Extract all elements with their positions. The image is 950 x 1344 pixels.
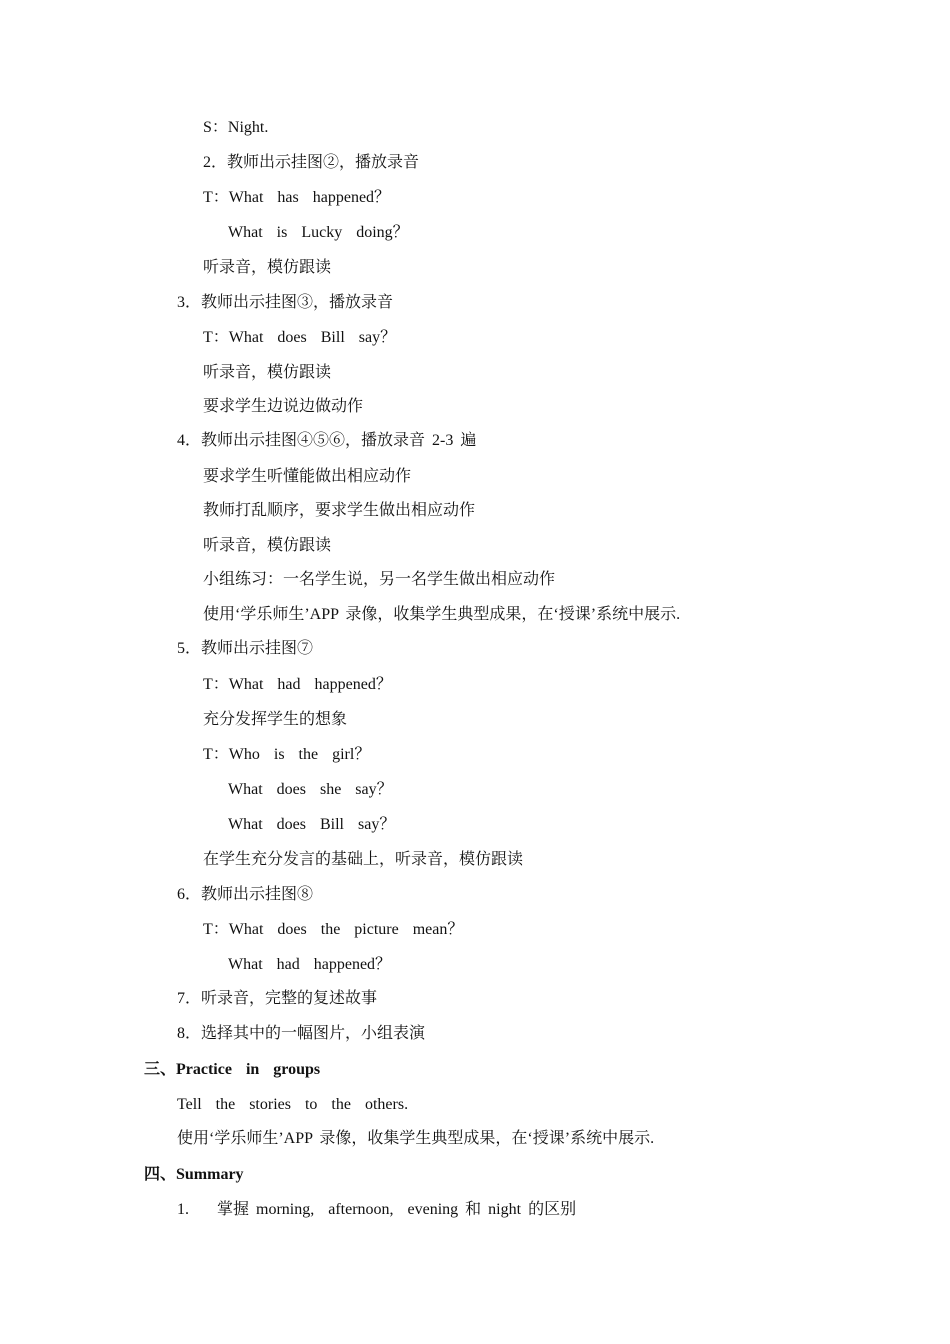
text-line: 3．教师出示挂图③，播放录音 — [177, 294, 394, 311]
text-line: 充分发挥学生的想象 — [203, 711, 348, 728]
text-line: 听录音，模仿跟读 — [203, 259, 332, 276]
text-line: 使用‘学乐师生’APP 录像，收集学生典型成果，在‘授课’系统中展示. — [203, 606, 681, 623]
section-heading: 三、Practice in groups — [144, 1061, 321, 1078]
text-line: 听录音，模仿跟读 — [203, 537, 332, 554]
text-line: 听录音，模仿跟读 — [203, 364, 332, 381]
text-line: T：What had happened？ — [203, 676, 392, 693]
text-line: What does she say？ — [228, 781, 393, 798]
text-line: 5．教师出示挂图⑦ — [177, 640, 314, 657]
text-line: 要求学生边说边做动作 — [203, 398, 364, 415]
section-heading: 四、Summary — [144, 1166, 244, 1183]
text-line: S：Night. — [203, 119, 269, 136]
text-line: 使用‘学乐师生’APP 录像，收集学生典型成果，在‘授课’系统中展示. — [177, 1130, 655, 1147]
text-line: 在学生充分发言的基础上，听录音，模仿跟读 — [203, 851, 524, 868]
text-line: 教师打乱顺序，要求学生做出相应动作 — [203, 502, 476, 519]
text-line: 4．教师出示挂图④⑤⑥，播放录音 2-3 遍 — [177, 432, 477, 449]
text-line: T：Who is the girl？ — [203, 746, 371, 763]
text-line: 要求学生听懂能做出相应动作 — [203, 468, 412, 485]
text-line: T：What does the picture mean？ — [203, 921, 464, 938]
text-line: 小组练习：一名学生说，另一名学生做出相应动作 — [203, 571, 556, 588]
text-line: What is Lucky doing？ — [228, 224, 409, 241]
text-line: 6．教师出示挂图⑧ — [177, 886, 314, 903]
text-line: Tell the stories to the others. — [177, 1096, 409, 1113]
text-line: T：What has happened？ — [203, 189, 391, 206]
text-line: 7．听录音，完整的复述故事 — [177, 990, 378, 1007]
text-line: 8．选择其中的一幅图片，小组表演 — [177, 1025, 426, 1042]
text-line: 1. 掌握 morning, afternoon, evening 和 night 的区别 — [177, 1201, 577, 1218]
text-line: What had happened？ — [228, 956, 392, 973]
text-line: 2．教师出示挂图②，播放录音 — [203, 154, 420, 171]
text-line: T：What does Bill say？ — [203, 329, 397, 346]
text-line: What does Bill say？ — [228, 816, 396, 833]
